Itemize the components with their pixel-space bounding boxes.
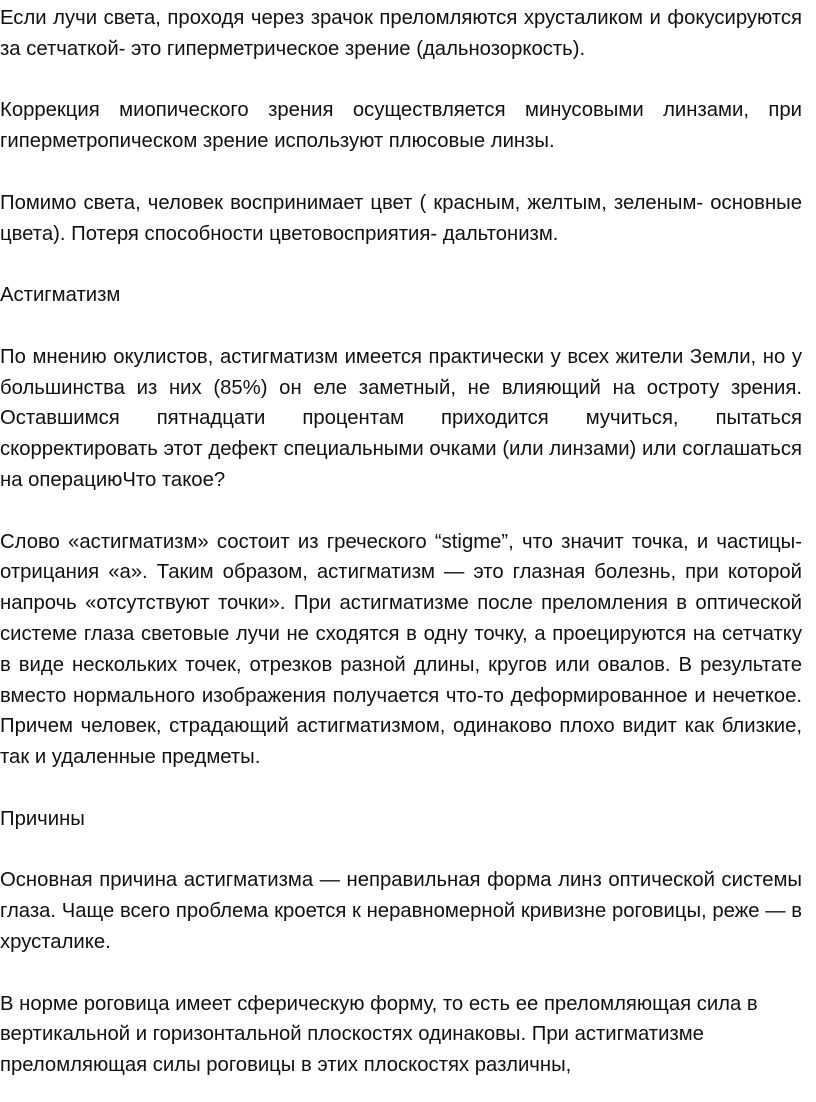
- paragraph-correction: Коррекция миопического зрения осуществляется минусовыми линзами, при гиперметропическом зрение используют плюсовые линзы.: [0, 99, 802, 153]
- paragraph-word-origin: Слово «астигматизм» состоит из греческого “stigme”, что значит точка, и частицы-отрицания «а». Таким образом, астигматизм — это глазная болезнь, при которой напрочь «отсутствуют точки». При астигматизме после преломления в оптической системе глаза световые лучи не сходятся в одну точку, а проецируются на сетчатку в виде нескольких точек, отрезков разной длины, кругов или овалов. В результате вместо нормального изображения получается что-то деформированное и нечеткое. Причем человек, страдающий астигматизмом, одинаково плохо видит как близкие, так и удаленные предметы.: [0, 530, 802, 769]
- paragraph-color-vision: Помимо света, человек воспринимает цвет ( красным, желтым, зеленым- основные цвета). Потеря способности цветовосприятия- дальтонизм.: [0, 191, 802, 245]
- paragraph-hyperopia: Если лучи света, проходя через зрачок преломляются хрусталиком и фокусируются за сетчаткой- это гиперметрическое зрение (дальнозоркость).: [0, 7, 802, 60]
- paragraph-oculists-opinion: По мнению окулистов, астигматизм имеется практически у всех жители Земли, но у большинства из них (85%) он еле заметный, не влияющий на остроту зрения. Оставшимся пятнадцати процентам приходится мучиться, пытаться скорректировать этот дефект специальными очками (или линзами) или соглашаться на операциюЧто такое?: [0, 345, 802, 491]
- paragraph-main-cause: Основная причина астигматизма — неправильная форма линз оптической системы глаза. Чаще всего проблема кроется к неравномерной кривизне роговицы, реже — в хрусталике.: [0, 869, 802, 953]
- paragraph-cornea-norm: В норме роговица имеет сферическую форму, то есть ее преломляющая сила в вертикальной и горизонтальной плоскостях одинаковы. При астигматизме преломляющая силы роговицы в этих плоскостях различны,: [0, 992, 758, 1077]
- heading-astigmatism: Астигматизм: [0, 284, 121, 307]
- heading-causes: Причины: [0, 807, 85, 830]
